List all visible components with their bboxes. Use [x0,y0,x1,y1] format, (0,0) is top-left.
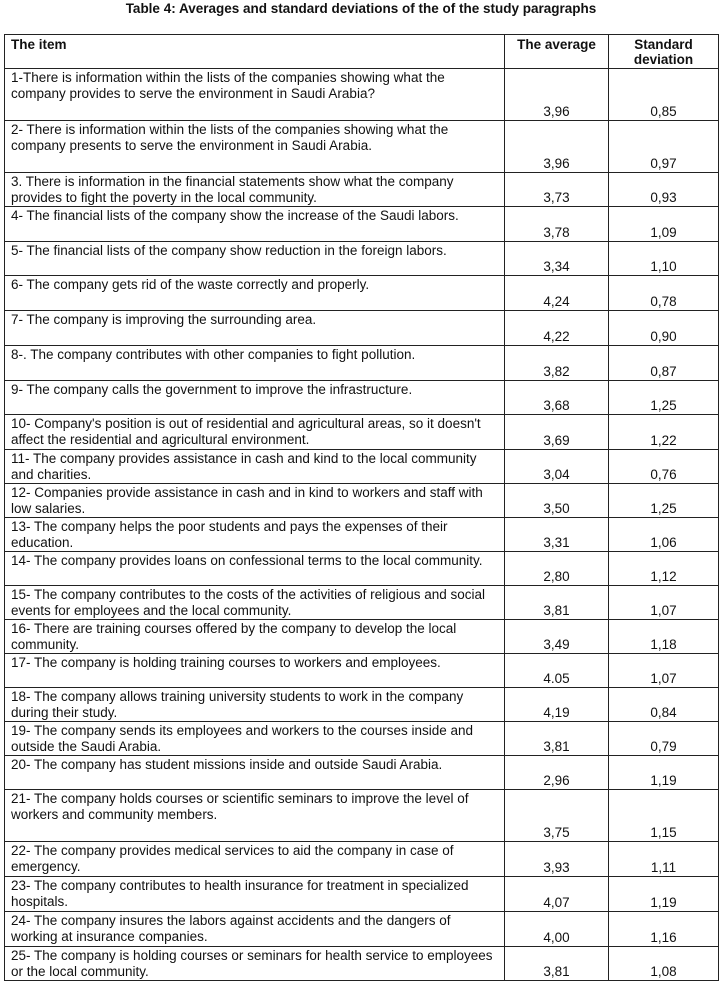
average-value: 4,19 [505,688,609,722]
average-value: 3,04 [505,450,609,484]
table-row [5,311,719,346]
header-average: The average [505,35,609,69]
std-deviation-value: 1,08 [609,947,719,981]
item-text: 6- The company gets rid of the waste correctly and properly. [5,276,505,311]
table-row [5,173,719,207]
item-text: 1-There is information within the lists of the companies showing what the company provides to serve the environment in Saudi Arabia? [5,69,505,121]
item-text: 10- Company's position is out of residential and agricultural areas, so it doesn't affect the residential and agricultural environment. [5,415,505,450]
item-text: 8-. The company contributes with other companies to fight pollution. [5,346,505,381]
table-caption: Table 4: Averages and standard deviations of the of the study paragraphs [125,1,597,16]
average-value: 3,81 [505,947,609,981]
header-std-deviation: Standard deviation [609,35,719,69]
average-value: 2,96 [505,756,609,790]
std-deviation-value: 1,22 [609,415,719,450]
table-header-row [5,35,719,69]
table-row [5,69,719,121]
std-deviation-value: 0,93 [609,173,719,207]
average-value: 4,00 [505,912,609,947]
item-text: 5- The financial lists of the company show reduction in the foreign labors. [5,242,505,276]
item-text: 21- The company holds courses or scientific seminars to improve the level of workers and community members. [5,790,505,842]
std-deviation-value: 1,19 [609,756,719,790]
average-value: 3,96 [505,121,609,173]
average-value: 3,81 [505,722,609,756]
std-deviation-value: 1,16 [609,912,719,947]
average-value: 3,68 [505,381,609,415]
item-text: 4- The financial lists of the company show the increase of the Saudi labors. [5,207,505,242]
std-deviation-value: 1,07 [609,586,719,620]
average-value: 3,34 [505,242,609,276]
item-text: 14- The company provides loans on confessional terms to the local community. [5,552,505,586]
header-item: The item [5,35,505,69]
table-row [5,242,719,276]
std-deviation-value: 0,90 [609,311,719,346]
std-deviation-value: 1,19 [609,877,719,912]
table-row [5,381,719,415]
study-paragraphs-table [4,34,719,981]
std-deviation-value: 0,79 [609,722,719,756]
table-row [5,586,719,620]
std-deviation-value: 1,15 [609,790,719,842]
item-text: 15- The company contributes to the costs of the activities of religious and social events for employees and the local community. [5,586,505,620]
std-deviation-value: 0,78 [609,276,719,311]
std-deviation-value: 1,06 [609,518,719,552]
item-text: 7- The company is improving the surrounding area. [5,311,505,346]
item-text: 17- The company is holding training courses to workers and employees. [5,654,505,688]
std-deviation-value: 0,84 [609,688,719,722]
table-row [5,877,719,912]
std-deviation-value: 1,25 [609,484,719,518]
table-row [5,415,719,450]
std-deviation-value: 1,07 [609,654,719,688]
table-row [5,552,719,586]
average-value: 3,78 [505,207,609,242]
std-deviation-value: 1,09 [609,207,719,242]
average-value: 3,69 [505,415,609,450]
item-text: 11- The company provides assistance in cash and kind to the local community and charities. [5,450,505,484]
std-deviation-value: 0,97 [609,121,719,173]
average-value: 3,31 [505,518,609,552]
table-row [5,276,719,311]
item-text: 9- The company calls the government to improve the infrastructure. [5,381,505,415]
std-deviation-value: 1,10 [609,242,719,276]
average-value: 3,75 [505,790,609,842]
item-text: 23- The company contributes to health insurance for treatment in specialized hospitals. [5,877,505,912]
item-text: 22- The company provides medical services to aid the company in case of emergency. [5,842,505,877]
table-row [5,346,719,381]
item-text: 16- There are training courses offered by the company to develop the local community. [5,620,505,654]
item-text: 13- The company helps the poor students and pays the expenses of their education. [5,518,505,552]
table-row [5,756,719,790]
std-deviation-value: 1,25 [609,381,719,415]
table-body [5,69,719,981]
item-text: 3. There is information in the financial statements show what the company provides to fight the poverty in the local community. [5,173,505,207]
std-deviation-value: 0,87 [609,346,719,381]
table-row [5,790,719,842]
table-row [5,947,719,981]
table-row [5,207,719,242]
std-deviation-value: 1,12 [609,552,719,586]
std-deviation-value: 1,18 [609,620,719,654]
average-value: 3,50 [505,484,609,518]
table-row [5,722,719,756]
item-text: 25- The company is holding courses or seminars for health service to employees or the local community. [5,947,505,981]
std-deviation-value: 1,11 [609,842,719,877]
average-value: 4.05 [505,654,609,688]
average-value: 3,93 [505,842,609,877]
std-deviation-value: 0,85 [609,69,719,121]
average-value: 3,73 [505,173,609,207]
item-text: 18- The company allows training university students to work in the company during their study. [5,688,505,722]
item-text: 19- The company sends its employees and workers to the courses inside and outside the Saudi Arabia. [5,722,505,756]
average-value: 4,07 [505,877,609,912]
table-row [5,654,719,688]
std-deviation-value: 0,76 [609,450,719,484]
average-value: 3,96 [505,69,609,121]
average-value: 4,22 [505,311,609,346]
item-text: 12- Companies provide assistance in cash and in kind to workers and staff with low salaries. [5,484,505,518]
average-value: 2,80 [505,552,609,586]
table-row [5,484,719,518]
average-value: 3,82 [505,346,609,381]
average-value: 3,81 [505,586,609,620]
table-row [5,518,719,552]
average-value: 4,24 [505,276,609,311]
table-row [5,121,719,173]
table-row [5,450,719,484]
table-row [5,620,719,654]
item-text: 24- The company insures the labors against accidents and the dangers of working at insurance companies. [5,912,505,947]
average-value: 3,49 [505,620,609,654]
item-text: 20- The company has student missions inside and outside Saudi Arabia. [5,756,505,790]
item-text: 2- There is information within the lists of the companies showing what the company presents to serve the environment in Saudi Arabia. [5,121,505,173]
table-row [5,912,719,947]
table-row [5,688,719,722]
table-row [5,842,719,877]
